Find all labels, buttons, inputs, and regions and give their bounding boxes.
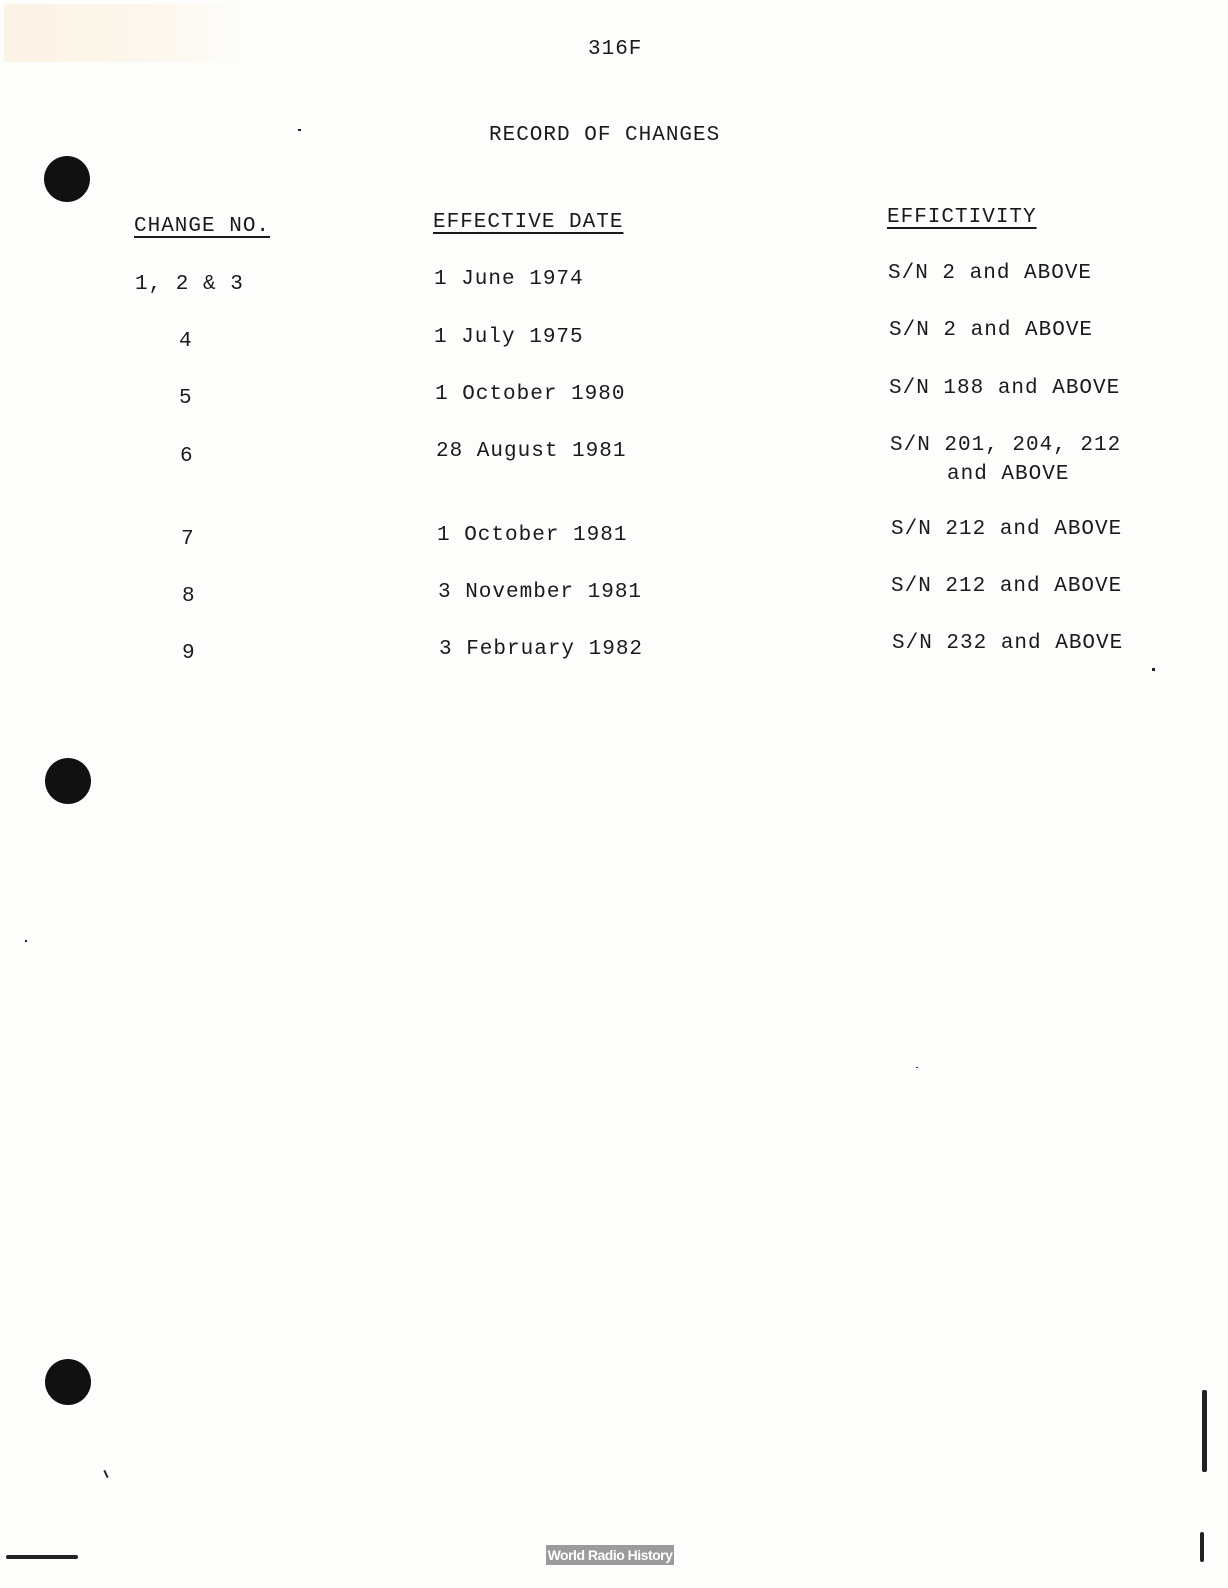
header-change-no: CHANGE NO. — [134, 215, 271, 238]
row-2-date: 1 July 1975 — [434, 326, 584, 349]
row-7-date: 3 February 1982 — [439, 638, 644, 661]
row-2-change: 4 — [179, 330, 193, 353]
row-5-effectivity: S/N 212 and ABOVE — [891, 518, 1123, 541]
row-4-change: 6 — [180, 445, 194, 468]
row-6-date: 3 November 1981 — [438, 581, 643, 604]
row-3-effectivity: S/N 188 and ABOVE — [889, 377, 1121, 400]
header-effictivity: EFFICTIVITY — [887, 206, 1037, 229]
row-7-effectivity: S/N 232 and ABOVE — [892, 632, 1124, 655]
edge-mark-right — [1202, 1390, 1207, 1472]
row-3-change: 5 — [179, 387, 193, 410]
binder-hole-middle — [45, 758, 91, 804]
paper-stain — [4, 4, 244, 62]
row-6-change: 8 — [182, 585, 196, 608]
row-1-effectivity: S/N 2 and ABOVE — [888, 262, 1093, 285]
row-4-date: 28 August 1981 — [436, 440, 627, 463]
page-number: 316F — [588, 38, 643, 61]
row-1-change: 1, 2 & 3 — [135, 273, 244, 296]
speck — [916, 1067, 918, 1068]
row-3-date: 1 October 1980 — [435, 383, 626, 406]
speck — [103, 1470, 108, 1478]
edge-mark-bottom-left — [6, 1555, 78, 1559]
page-title: RECORD OF CHANGES — [489, 124, 721, 147]
row-1-date: 1 June 1974 — [434, 268, 584, 291]
speck — [1152, 668, 1155, 671]
row-4-effectivity: S/N 201, 204, 212 — [890, 434, 1122, 457]
header-effective-date: EFFECTIVE DATE — [433, 211, 624, 234]
row-6-effectivity: S/N 212 and ABOVE — [891, 575, 1123, 598]
row-7-change: 9 — [182, 642, 196, 665]
row-5-date: 1 October 1981 — [437, 524, 628, 547]
speck — [298, 129, 301, 131]
binder-hole-top — [44, 156, 90, 202]
speck — [25, 940, 27, 942]
row-4-effectivity-cont: and ABOVE — [947, 463, 1070, 486]
row-2-effectivity: S/N 2 and ABOVE — [889, 319, 1094, 342]
binder-hole-bottom — [45, 1359, 91, 1405]
row-5-change: 7 — [181, 528, 195, 551]
edge-mark-right-lower — [1200, 1532, 1204, 1562]
watermark-badge: World Radio History — [547, 1547, 673, 1563]
